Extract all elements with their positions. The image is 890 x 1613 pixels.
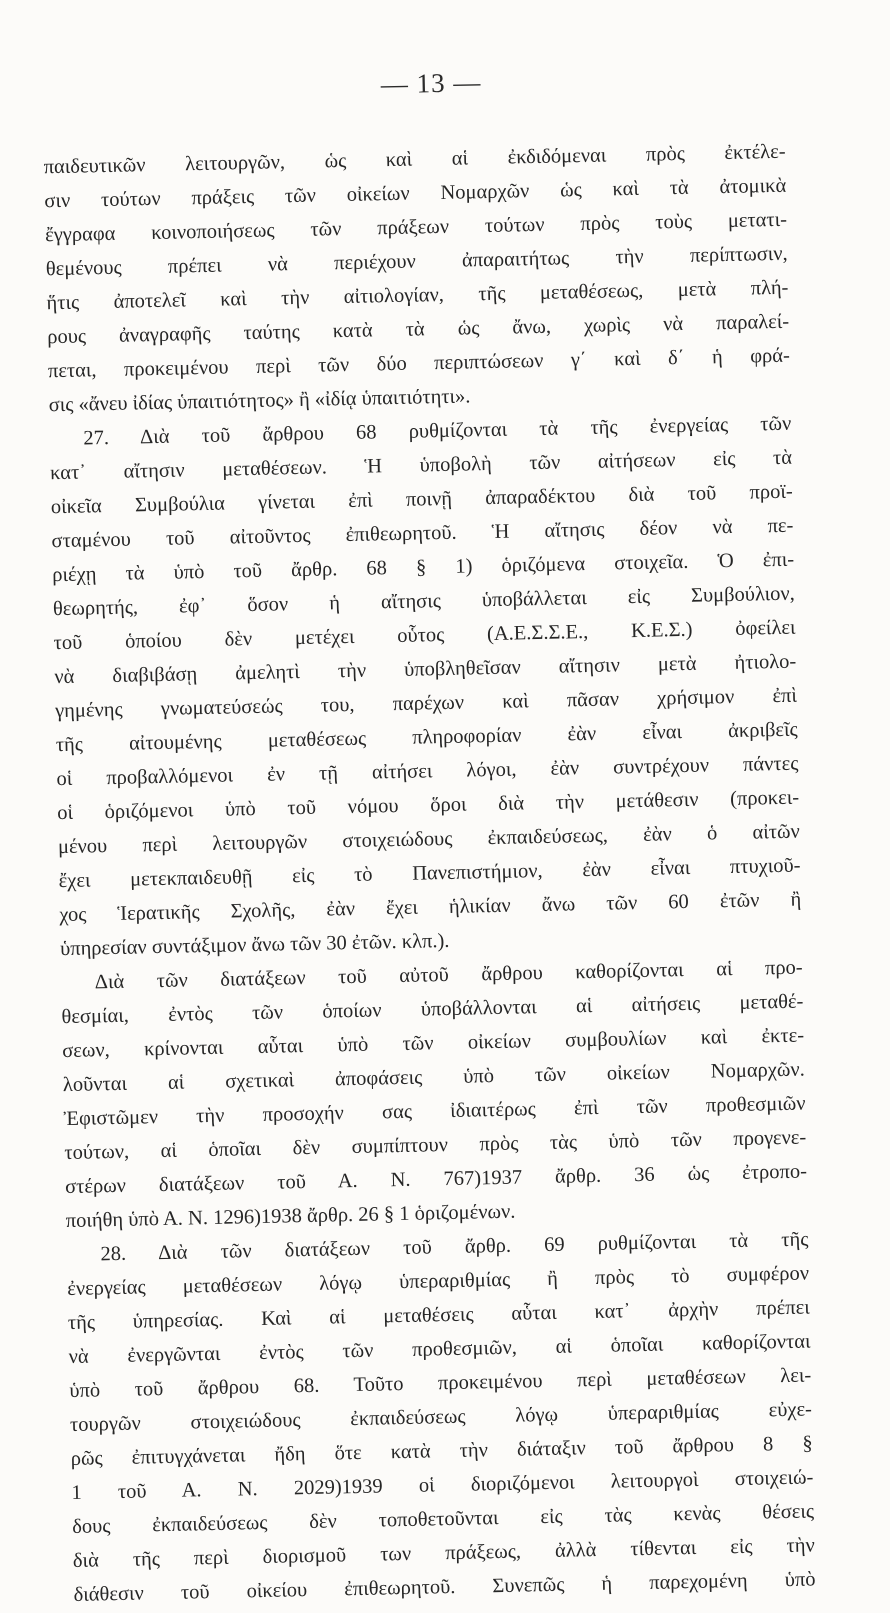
text-line: ἥτις ἀποτελεῖ καὶ τὴν αἰτιολογίαν, τῆς μεταθέσεως, μετὰ πλή- <box>46 276 789 315</box>
text-line: νὰ ἐνεργῶνται ἐντὸς τῶν προθεσμιῶν, αἱ ὁποῖαι καθορίζονται <box>68 1330 811 1369</box>
text-line: στέρων διατάξεων τοῦ Α. Ν. 767)1937 ἄρθρ. 36 ὡς ἐτροπο- <box>64 1160 808 1199</box>
text-line: θεσμίαι, ἐντὸς τῶν ὁποίων ὑποβάλλονται αἱ αἰτήσεις μεταθέ- <box>61 990 804 1029</box>
text-line: σις «ἄνευ ἰδίας ὑπαιτιότητος» ἢ «ἰδίᾳ ὑπαιτιότητι». <box>48 385 471 417</box>
text-line: τῆς ὑπηρεσίας. Καὶ αἱ μεταθέσεις αὗται κατ᾽ ἀρχὴν πρέπει <box>67 1296 810 1335</box>
text-line: δους ἐκπαιδεύσεως δὲν τοποθετοῦνται εἰς τὰς κενὰς θέσεις <box>71 1500 815 1538</box>
text-line: μένου περὶ λειτουργῶν στοιχειώδους ἐκπαιδεύσεως, ἐὰν ὁ αἰτῶν <box>57 820 801 859</box>
paragraph-start-line: 28. Διὰ τῶν διατάξεων τοῦ ἄρθρ. 69 ρυθμίζονται τὰ τῆς <box>100 1228 809 1266</box>
text-line: θεμένους πρέπει νὰ περιέχουν ἀπαραιτήτως τὴν περίπτωσιν, <box>45 242 788 281</box>
text-line: ὑπηρεσίαν συντάξιμον ἄνω τῶν 30 ἐτῶν. κλπ.). <box>59 929 450 961</box>
text-line: τῆς αἰτουμένης μεταθέσεως πληροφορίαν ἐὰν εἶναι ἀκριβεῖς <box>55 718 798 757</box>
text-line: παιδευτικῶν λειτουργῶν, ὡς καὶ αἱ ἐκδιδόμεναι πρὸς ἐκτέλε- <box>43 140 786 179</box>
text-line: χος Ἱερατικῆς Σχολῆς, ἐὰν ἔχει ἡλικίαν ἄνω τῶν 60 ἐτῶν ἢ <box>59 888 802 927</box>
text-line: πεται, προκειμένου περὶ τῶν δύο περιπτώσεων γ΄ καὶ δ΄ ἡ φρά- <box>47 344 791 383</box>
text-line: λοῦνται αἱ σχετικαὶ ἀποφάσεις ὑπὸ τῶν οἰκείων Νομαρχῶν. <box>62 1058 806 1097</box>
text-line: οἱ προβαλλόμενοι ἐν τῇ αἰτήσει λόγοι, ἐὰν συντρέχουν πάντες <box>56 752 799 791</box>
text-line: γημένης γνωματεύσεώς του, παρέχων καὶ πᾶσαν χρήσιμον ἐπὶ <box>54 684 798 723</box>
paragraph-start-line: Διὰ τῶν διατάξεων τοῦ αὐτοῦ ἄρθρου καθορίζονται αἱ προ- <box>94 956 803 994</box>
text-line: ὑπὸ τοῦ ἄρθρου 68. Τοῦτο προκειμένου περὶ μεταθέσεων λει- <box>69 1364 812 1403</box>
text-line: θεωρητής, ἐφ᾽ ὅσον ἡ αἴτησις ὑποβάλλεται εἰς Συμβούλιον, <box>52 582 796 621</box>
text-line: ἔγγραφα κοινοποιήσεως τῶν πράξεων τούτων πρὸς τοὺς μετατι- <box>44 208 788 247</box>
text-line: ἐνεργείας μεταθέσεων λόγῳ ὑπεραριθμίας ἢ πρὸς τὸ συμφέρον <box>66 1262 810 1301</box>
text-line: οἱ ὁριζόμενοι ὑπὸ τοῦ νόμου ὅροι διὰ τὴν μετάθεσιν (προκει- <box>57 786 800 825</box>
text-line: ποιήθη ὑπὸ Α. Ν. 1296)1938 ἄρθρ. 26 § 1 ὁριζομένων. <box>65 1200 516 1233</box>
text-line: νὰ διαβιβάσῃ ἀμελητὶ τὴν ὑποβληθεῖσαν αἴτησιν μετὰ ἠτιολο- <box>54 650 797 689</box>
text-line: ρῶς ἐπιτυγχάνεται ἤδη ὅτε κατὰ τὴν διάταξιν τοῦ ἄρθρου 8 § <box>70 1432 813 1470</box>
body-text <box>43 135 815 1612</box>
text-line: διάθεσιν τοῦ οἰκείου ἐπιθεωρητοῦ. Συνεπῶς ἡ παρεχομένη ὑπὸ <box>73 1568 816 1606</box>
text-line: σιν τούτων πράξεις τῶν οἰκείων Νομαρχῶν ὡς καὶ τὰ ἀτομικὰ <box>44 174 787 213</box>
text-line: ριέχῃ τὰ ὑπὸ τοῦ ἄρθρ. 68 § 1) ὁριζόμενα στοιχεῖα. Ὁ ἐπι- <box>52 548 795 587</box>
text-line: τουργῶν στοιχειώδους ἐκπαιδεύσεως λόγῳ ὑπεραριθμίας εὐχε- <box>69 1398 813 1436</box>
text-line: ρους ἀναγραφῆς ταύτης κατὰ τὰ ὡς ἄνω, χωρὶς νὰ παραλεί- <box>47 310 790 349</box>
text-line: κατ᾽ αἴτησιν μεταθέσεων. Ἡ ὑποβολὴ τῶν αἰτήσεων εἰς τὰ <box>49 446 793 485</box>
paragraph-start-line: 27. Διὰ τοῦ ἄρθρου 68 ρυθμίζονται τὰ τῆς ἐνεργείας τῶν <box>83 412 792 450</box>
text-line: διὰ τῆς περὶ διορισμοῦ των πράξεως, ἀλλὰ τίθενται εἰς τὴν <box>72 1534 815 1572</box>
text-line: σεων, κρίνονται αὗται ὑπὸ τῶν οἰκείων συμβουλίων καὶ ἐκτε- <box>61 1024 805 1063</box>
text-line: σταμένου τοῦ αἰτοῦντος ἐπιθεωρητοῦ. Ἡ αἴτησις δέον νὰ πε- <box>51 514 794 553</box>
text-line: 1 τοῦ Α. Ν. 2029)1939 οἱ διοριζόμενοι λειτουργοὶ στοιχειώ- <box>71 1466 814 1504</box>
text-line: Ἐφιστῶμεν τὴν προσοχήν σας ἰδιαιτέρως ἐπὶ τῶν προθεσμιῶν <box>63 1092 806 1131</box>
text-line: τοῦ ὁποίου δὲν μετέχει οὗτος (Α.Ε.Σ.Σ.Ε., Κ.Ε.Σ.) ὀφείλει <box>53 616 796 655</box>
text-line: ἔχει μετεκπαιδευθῇ εἰς τὸ Πανεπιστήμιον, ἐὰν εἶναι πτυχιοῦ- <box>58 854 801 893</box>
page-number: — 13 — <box>380 67 482 100</box>
text-line: οἰκεῖα Συμβούλια γίνεται ἐπὶ ποινῇ ἀπαραδέκτου διὰ τοῦ προϊ- <box>50 480 793 519</box>
text-line: τούτων, αἱ ὁποῖαι δὲν συμπίπτουν πρὸς τὰς ὑπὸ τῶν προγενε- <box>64 1126 807 1165</box>
